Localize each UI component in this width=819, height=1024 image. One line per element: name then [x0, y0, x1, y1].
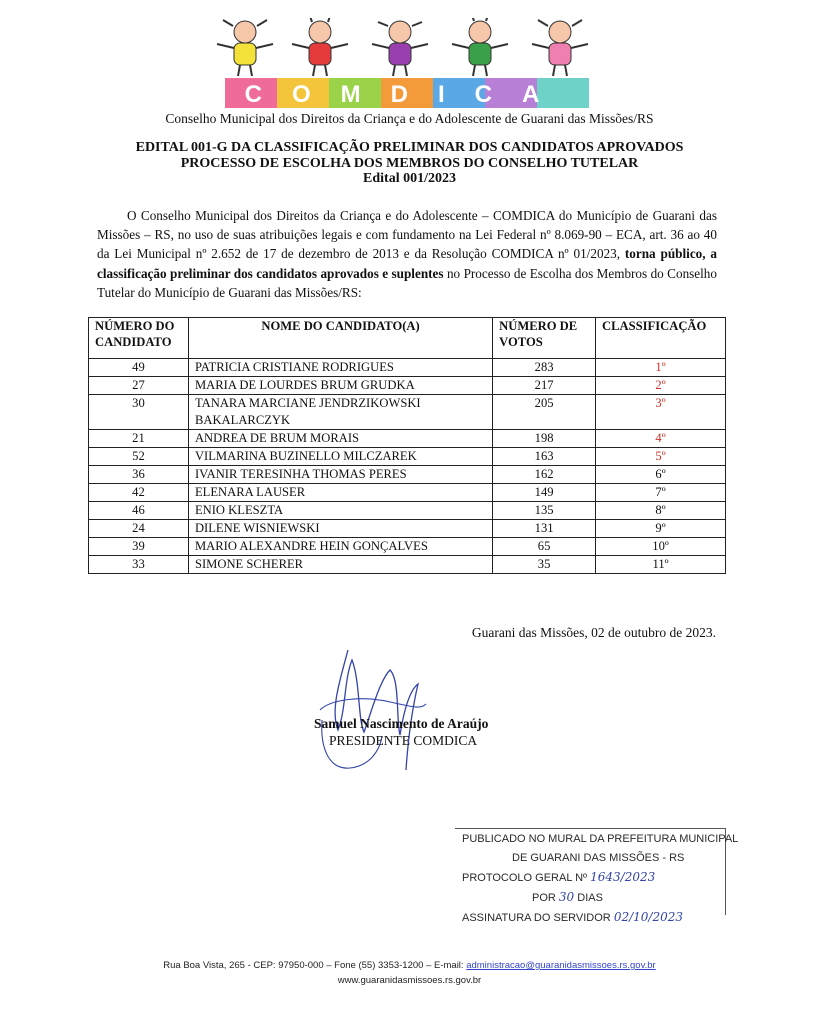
- vote-count: 35: [493, 556, 596, 574]
- stamp-days-suffix: DIAS: [577, 892, 603, 904]
- candidate-number: 33: [89, 556, 189, 574]
- table-row: [89, 484, 726, 502]
- stamp-line-4: [462, 888, 732, 908]
- title-line-3: Edital 001/2023: [363, 171, 456, 186]
- logo-text: COMDICA: [244, 81, 570, 108]
- classification-rank: 4º: [596, 430, 726, 448]
- publication-stamp: [462, 830, 739, 928]
- candidate-number: 46: [89, 502, 189, 520]
- classification-rank: 7º: [596, 484, 726, 502]
- candidate-number: 49: [89, 359, 189, 377]
- footer-email-link[interactable]: administracao@guaranidasmissoes.rs.gov.br: [466, 960, 656, 971]
- council-name: Conselho Municipal dos Direitos da Criança e do Adolescente de Guarani das Missões/RS: [165, 111, 654, 126]
- date-line: Guarani das Missões, 02 de outubro de 2023.: [471, 625, 716, 640]
- stamp-line-1: PUBLICADO NO MURAL DA PREFEITURA MUNICIPAL: [462, 833, 739, 845]
- table-row: [89, 520, 726, 538]
- candidate-number: 42: [89, 484, 189, 502]
- stamp-days-value: 30: [558, 890, 575, 904]
- children-illustration: [217, 18, 588, 76]
- title-line-2: PROCESSO DE ESCOLHA DOS MEMBROS DO CONSELHO TUTELAR: [180, 155, 639, 171]
- table-row: [89, 430, 726, 448]
- vote-count: 131: [493, 520, 596, 538]
- candidate-name: SIMONE SCHERER: [188, 556, 492, 574]
- intro-text-2: no Processo de Escolha dos Membros do Conselho Tutelar do Município de Guarani das Missões/RS:: [97, 265, 717, 300]
- classification-rank: 11º: [596, 556, 726, 574]
- col-header-number: NÚMERO DO CANDIDATO: [89, 318, 189, 359]
- vote-count: 135: [493, 502, 596, 520]
- stamp-line-2: DE GUARANI DAS MISSÕES - RS: [512, 852, 685, 864]
- footer-address: Rua Boa Vista, 265 - CEP: 97950-000 – Fone (55) 3353-1200 – E-mail:: [163, 960, 467, 971]
- classification-rank: 5º: [596, 448, 726, 466]
- title-line-1: EDITAL 001-G DA CLASSIFICAÇÃO PRELIMINAR DOS CANDIDATOS APROVADOS: [135, 140, 684, 155]
- col-header-rank: CLASSIFICAÇÃO: [596, 318, 726, 359]
- stamp-protocol-value: 1643/2023: [590, 870, 656, 884]
- candidate-number: 30: [89, 395, 189, 430]
- candidate-name: ANDREA DE BRUM MORAIS: [188, 430, 492, 448]
- edital-title: [0, 140, 819, 187]
- intro-paragraph: [97, 206, 717, 302]
- table-row: [89, 448, 726, 466]
- classification-table: [88, 317, 726, 574]
- candidate-name: TANARA MARCIANE JENDRZIKOWSKI BAKALARCZYK: [188, 395, 492, 430]
- table-row: [89, 466, 726, 484]
- intro-text-1: O Conselho Municipal dos Direitos da Criança e do Adolescente – COMDICA do Município de Guarani das Missões – RS, no uso de suas atribuições legais e com fundamento na Lei Federal nº 8.069-90 – ECA, art. 36 ao 40 da Lei Municipal nº 2.652 de 17 de dezembro de 2013 e da Resolução COMDICA nº 01/2023,: [97, 208, 717, 262]
- candidate-name: VILMARINA BUZINELLO MILCZAREK: [188, 448, 492, 466]
- table-row: [89, 502, 726, 520]
- footer: [0, 958, 819, 988]
- intro-bold-text: torna público, a classificação preliminar dos candidatos aprovados e suplentes: [97, 246, 718, 281]
- candidate-number: 24: [89, 520, 189, 538]
- table-row: [89, 395, 726, 430]
- candidate-name: ENIO KLESZTA: [188, 502, 492, 520]
- stamp-protocol-label: PROTOCOLO GERAL Nº: [462, 872, 588, 884]
- stamp-signature-label: ASSINATURA DO SERVIDOR: [462, 912, 611, 924]
- candidate-number: 52: [89, 448, 189, 466]
- table-header-row: [89, 318, 726, 359]
- signatory-name: Samuel Nascimento de Araújo: [314, 716, 489, 731]
- classification-rank: 10º: [596, 538, 726, 556]
- classification-rank: 6º: [596, 466, 726, 484]
- signatory-role: PRESIDENTE COMDICA: [329, 733, 478, 748]
- candidate-number: 36: [89, 466, 189, 484]
- classification-rank: 2º: [596, 377, 726, 395]
- footer-address-line: [0, 958, 819, 973]
- candidate-name: ELENARA LAUSER: [188, 484, 492, 502]
- vote-count: 162: [493, 466, 596, 484]
- candidate-name: IVANIR TERESINHA THOMAS PERES: [188, 466, 492, 484]
- vote-count: 205: [493, 395, 596, 430]
- candidate-number: 39: [89, 538, 189, 556]
- classification-rank: 8º: [596, 502, 726, 520]
- classification-rank: 3º: [596, 395, 726, 430]
- candidate-name: PATRICIA CRISTIANE RODRIGUES: [188, 359, 492, 377]
- candidate-name: MARIO ALEXANDRE HEIN GONÇALVES: [188, 538, 492, 556]
- vote-count: 283: [493, 359, 596, 377]
- handwritten-signature: [300, 640, 440, 780]
- vote-count: 198: [493, 430, 596, 448]
- footer-website[interactable]: www.guaranidasmissoes.rs.gov.br: [337, 975, 482, 986]
- stamp-line-3: [462, 868, 732, 888]
- vote-count: 163: [493, 448, 596, 466]
- col-header-name: NOME DO CANDIDATO(A): [188, 318, 492, 359]
- table-row: [89, 359, 726, 377]
- stamp-days-label: POR: [532, 892, 556, 904]
- classification-rank: 1º: [596, 359, 726, 377]
- vote-count: 217: [493, 377, 596, 395]
- table-row: [89, 556, 726, 574]
- classification-rank: 9º: [596, 520, 726, 538]
- col-header-votes: NÚMERO DE VOTOS: [493, 318, 596, 359]
- comdica-logo: [205, 18, 605, 110]
- table-row: [89, 377, 726, 395]
- vote-count: 149: [493, 484, 596, 502]
- candidate-name: DILENE WISNIEWSKI: [188, 520, 492, 538]
- candidate-name: MARIA DE LOURDES BRUM GRUDKA: [188, 377, 492, 395]
- stamp-line-5: [462, 908, 732, 928]
- stamp-signature-date: 02/10/2023: [613, 910, 683, 924]
- candidate-number: 27: [89, 377, 189, 395]
- vote-count: 65: [493, 538, 596, 556]
- table-row: [89, 538, 726, 556]
- candidate-number: 21: [89, 430, 189, 448]
